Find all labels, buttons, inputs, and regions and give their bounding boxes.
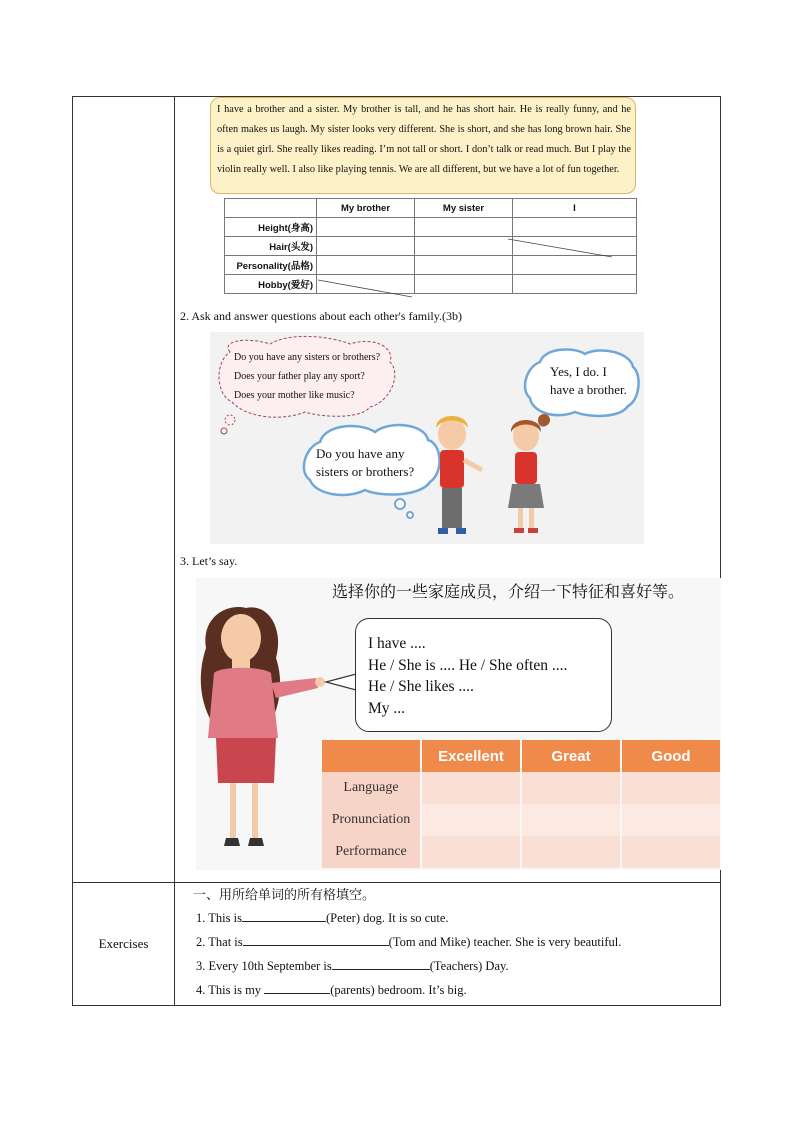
cloud-line: have a brother.	[550, 382, 627, 397]
exercise-text: (Tom and Mike) teacher. She is very beautiful.	[388, 935, 622, 949]
cloud-line: sisters or brothers?	[316, 464, 415, 479]
table-cell[interactable]	[422, 836, 520, 868]
exercise-item	[196, 982, 467, 998]
exercises-label: Exercises	[98, 936, 149, 951]
table-cell[interactable]	[622, 804, 720, 836]
answer-blank[interactable]	[242, 910, 326, 922]
exercise-text: 4. This is my	[196, 983, 265, 997]
cloud-line: Do you have any	[316, 446, 405, 461]
exercise-text: 3. Every 10th September is	[196, 959, 332, 973]
answer-blank[interactable]	[243, 934, 389, 946]
table-header-cell: My brother	[317, 199, 415, 218]
speech-line: He / She likes ....	[368, 678, 474, 695]
pink-cloud-text	[234, 348, 380, 405]
row-label: Language	[322, 772, 420, 804]
cloud-line: Does your mother like music?	[234, 390, 355, 401]
row-label: Height(身高)	[225, 218, 317, 237]
table-row	[322, 772, 720, 804]
table-header-cell: Great	[522, 740, 620, 772]
row-label: Pronunciation	[322, 804, 420, 836]
table-cell[interactable]	[622, 772, 720, 804]
exercise-text: (Peter) dog. It is so cute.	[325, 911, 449, 925]
table-row	[322, 804, 720, 836]
speech-line: My ...	[368, 699, 406, 717]
row-label: Hair(头发)	[225, 237, 317, 256]
conversation-illustration	[210, 332, 644, 544]
answer-blank[interactable]	[332, 958, 430, 970]
table-cell[interactable]	[522, 804, 620, 836]
table-cell[interactable]	[622, 836, 720, 868]
reading-passage: I have a brother and a sister. My brother is tall, and he has short hair. He is really funny, and he often makes us laugh. My sister looks very different. She is short, and she has long brown hair. She is a quiet girl. She really likes reading. I’m not tall or short. I don’t talk or read much. But I play the violin really well. I also like playing tennis. We are all different, but we have a lot of fun together.	[210, 97, 636, 194]
table-cell[interactable]	[422, 772, 520, 804]
table-cell[interactable]	[422, 804, 520, 836]
boy-cloud-text	[316, 445, 414, 481]
exercise-item	[196, 934, 621, 950]
table-header-cell: Good	[622, 740, 720, 772]
table-header-cell: I	[513, 199, 637, 218]
table-header-cell: My sister	[415, 199, 513, 218]
row-label: Hobby(爱好)	[225, 275, 317, 294]
exercise-text: (Teachers) Day.	[429, 959, 509, 973]
question-2: 2. Ask and answer questions about each other's family.(3b)	[180, 309, 462, 323]
table-row	[322, 836, 720, 868]
table-cell[interactable]	[522, 836, 620, 868]
exercise-item	[196, 910, 449, 926]
speech-bubble	[355, 618, 612, 732]
table-cell[interactable]	[522, 772, 620, 804]
exercise-text: 1. This is	[196, 911, 242, 925]
question-3: 3. Let’s say.	[180, 554, 238, 568]
exercise-text: (parents) bedroom. It’s big.	[330, 983, 467, 997]
cloud-line: Do you have any sisters or brothers?	[234, 352, 381, 363]
answer-blank[interactable]	[264, 982, 330, 994]
cloud-line: Does your father play any sport?	[234, 371, 365, 382]
table-header-cell	[322, 740, 420, 772]
cn-instruction: 选择你的一些家庭成员，介绍一下特征和喜好等。	[332, 582, 685, 601]
row-label: Personality(品格)	[225, 256, 317, 275]
speech-line: He / She is .... He / She often ....	[368, 656, 568, 674]
exercise-item	[196, 958, 509, 974]
row-label: Performance	[322, 836, 420, 868]
table-header-cell: Excellent	[422, 740, 520, 772]
cloud-line: Yes, I do. I	[550, 364, 607, 379]
table-row	[322, 740, 720, 772]
evaluation-table	[320, 740, 722, 868]
girl-cloud-text	[550, 363, 627, 399]
exercises-title: 一、用所给单词的所有格填空。	[193, 888, 376, 903]
exercise-text: 2. That is	[196, 935, 243, 949]
speech-line: I have ....	[368, 635, 426, 652]
